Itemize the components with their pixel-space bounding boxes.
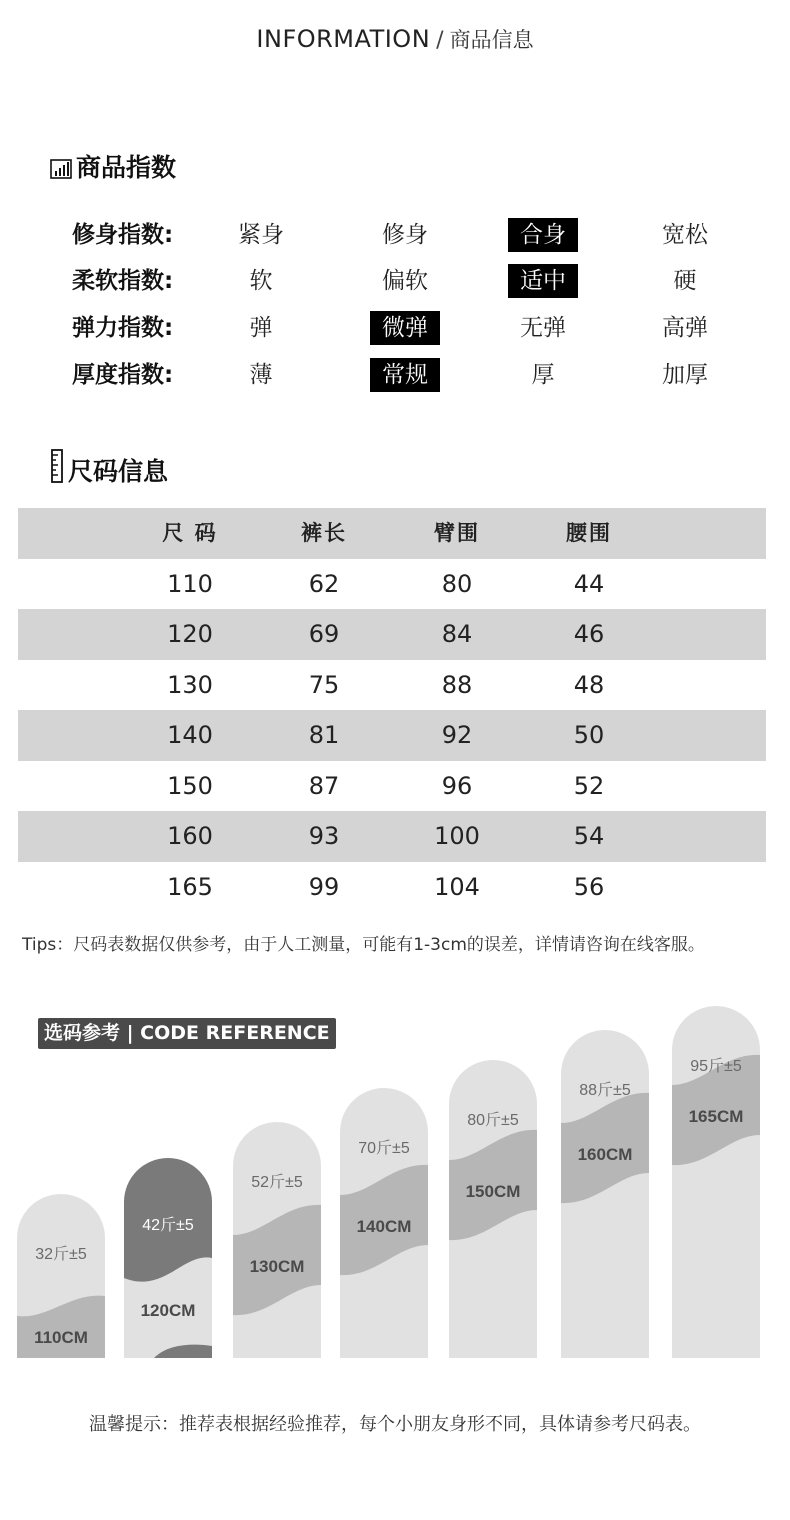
index-row-label: 修身指数:	[72, 222, 174, 248]
reference-weight-label: 80斤±5	[467, 1112, 519, 1129]
index-option: 紧身	[238, 222, 284, 248]
index-option: 硬	[673, 268, 697, 294]
reference-weight-label: 95斤±5	[690, 1058, 742, 1075]
table-header-cell: 尺 码	[162, 521, 218, 545]
index-option: 加厚	[662, 362, 708, 388]
table-cell: 54	[573, 822, 605, 850]
table-cell: 104	[434, 872, 480, 901]
table-header-cell: 腰围	[566, 521, 612, 545]
index-row-label: 柔软指数:	[72, 268, 174, 294]
table-cell: 87	[308, 771, 340, 800]
reference-weight-label: 52斤±5	[251, 1174, 303, 1191]
index-option: 厚	[531, 362, 555, 388]
table-cell: 50	[573, 721, 605, 749]
reference-bar	[561, 1030, 649, 1358]
index-option: 软	[249, 268, 273, 294]
table-cell: 100	[434, 822, 480, 850]
reference-bar	[233, 1122, 321, 1358]
reference-bar	[449, 1060, 537, 1358]
table-cell: 75	[308, 670, 340, 699]
header-separator: /	[436, 28, 444, 53]
table-cell: 84	[441, 620, 473, 648]
index-row-label: 厚度指数:	[72, 362, 174, 388]
index-option: 偏软	[382, 268, 428, 294]
table-cell: 150	[167, 771, 213, 800]
index-option-selected: 合身	[508, 218, 578, 252]
table-cell: 46	[573, 620, 605, 648]
index-option: 薄	[249, 362, 273, 388]
index-option: 无弹	[520, 315, 566, 341]
reference-height-label: 120CM	[140, 1301, 196, 1320]
table-cell: 140	[167, 721, 213, 749]
table-cell: 56	[573, 872, 605, 901]
size-tips: Tips：尺码表数据仅供参考，由于人工测量，可能有1-3cm的误差，详情请咨询在线客服。	[22, 935, 705, 955]
size-title-text: 尺码信息	[68, 457, 169, 486]
table-cell: 130	[167, 670, 213, 699]
index-option: 宽松	[662, 222, 708, 248]
index-option-selected: 常规	[370, 358, 440, 392]
reference-height-label: 150CM	[465, 1182, 521, 1201]
table-cell: 62	[308, 569, 340, 598]
table-cell: 96	[441, 771, 473, 800]
table-cell: 44	[573, 569, 605, 598]
table-header-cell: 臂围	[434, 521, 480, 545]
table-cell: 69	[308, 620, 340, 648]
header-title-cn: 商品信息	[449, 28, 534, 52]
table-cell: 80	[441, 569, 473, 598]
index-option-selected: 适中	[508, 264, 578, 298]
reference-height-label: 165CM	[688, 1107, 744, 1126]
reference-weight-label: 42斤±5	[142, 1217, 194, 1234]
table-cell: 120	[167, 620, 213, 648]
index-option-selected: 微弹	[370, 311, 440, 345]
table-cell: 110	[167, 569, 213, 598]
index-option: 弹	[249, 315, 273, 341]
index-title-text: 商品指数	[76, 153, 177, 182]
table-cell: 81	[308, 721, 340, 749]
reference-height-label: 140CM	[356, 1217, 412, 1236]
table-cell: 48	[573, 670, 605, 699]
table-cell: 99	[308, 872, 340, 901]
index-row-label: 弹力指数:	[72, 315, 174, 341]
header-title-en: INFORMATION	[256, 25, 431, 53]
index-option: 修身	[382, 222, 428, 248]
code-reference-title: 选码参考 | CODE REFERENCE	[38, 1018, 336, 1049]
table-cell: 165	[167, 872, 213, 901]
warm-tip: 温馨提示：推荐表根据经验推荐，每个小朋友身形不同，具体请参考尺码表。	[89, 1414, 701, 1435]
table-cell: 52	[573, 771, 605, 800]
reference-weight-label: 70斤±5	[358, 1140, 410, 1157]
table-cell: 92	[441, 721, 473, 749]
reference-height-label: 130CM	[249, 1257, 305, 1276]
table-cell: 160	[167, 822, 213, 850]
reference-weight-label: 88斤±5	[579, 1082, 631, 1099]
reference-height-label: 110CM	[34, 1328, 88, 1347]
reference-height-label: 160CM	[577, 1145, 633, 1164]
index-option: 高弹	[662, 315, 708, 341]
table-header-cell: 裤长	[301, 521, 347, 545]
table-cell: 93	[308, 822, 340, 850]
table-cell: 88	[441, 670, 473, 699]
reference-weight-label: 32斤±5	[35, 1246, 87, 1263]
reference-bar	[124, 1158, 212, 1358]
